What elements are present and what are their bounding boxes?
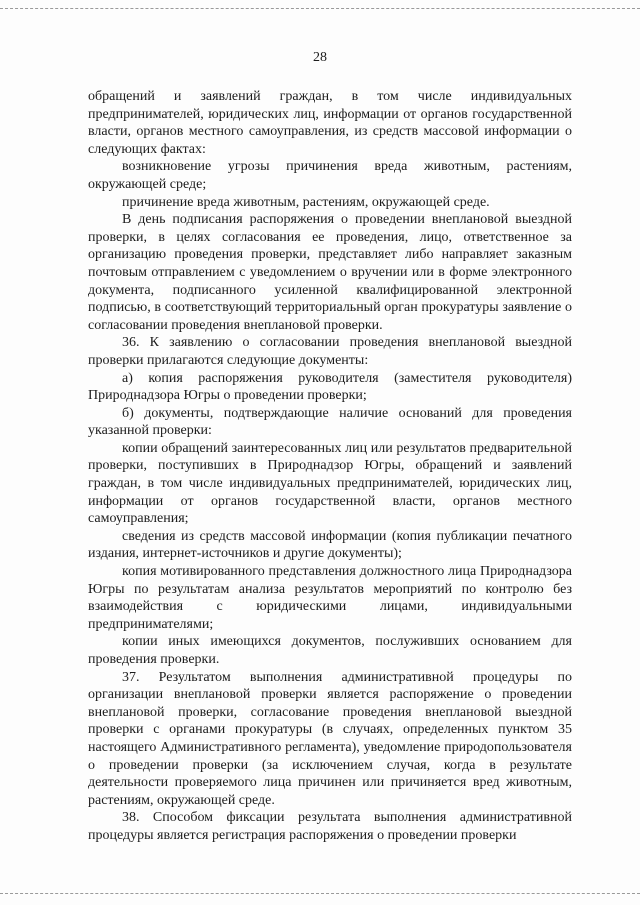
list-item: б) документы, подтверждающие наличие оснований для проведения указанной проверки: (88, 405, 572, 439)
paragraph: В день подписания распоряжения о проведении внеплановой выездной проверки, в целях согласования ее проведения, лицо, ответственное за организацию проведения проверки, представляет либо направляет заказным почтовым отправлением с уведомлением о вручении или в форме электронного документа, подписанного усиленной квалифицированной электронной подписью, в соответствующий территориальный орган прокуратуры заявление о согласовании проведения внеплановой проверки. (88, 212, 572, 333)
scan-bottom-edge (0, 893, 640, 897)
list-item: а) копия распоряжения руководителя (заместителя руководителя) Природнадзора Югры о проведении проверки; (88, 370, 572, 404)
paragraph: причинение вреда животным, растениям, окружающей среде. (122, 194, 490, 210)
paragraph: копии обращений заинтересованных лиц или результатов предварительной проверки, поступивших в Природнадзор Югры, обращений и заявлений граждан, в том числе индивидуальных предпринимателей, юридических лиц, информации от органов государственной власти, органов местного самоуправления; (88, 440, 572, 527)
paragraph: сведения из средств массовой информации (копия публикации печатного издания, интернет-источников и другие документы); (88, 528, 572, 562)
page-number: 28 (313, 50, 327, 65)
paragraph: копии иных имеющихся документов, послуживших основанием для проведения проверки. (88, 634, 572, 667)
paragraph: 37. Результатом выполнения административной процедуры по организации внеплановой проверки является распоряжение о проведении внеплановой проверки, согласование проведения внеплановой выездной проверки с органами прокуратуры (в случаях, определенных пунктом 35 настоящего Административного регламента), уведомление природопользователя о проведении проверки (за исключением случая, когда в результате деятельности проверяемого лица причинен или причиняется вред животным, растениям, окружающей среде. (88, 669, 572, 808)
paragraph: копия мотивированного представления должностного лица Природнадзора Югры по результатам анализа результатов мероприятий по контролю без взаимодействия с юридическими лицами, индивидуальными предпринимателями; (88, 564, 572, 632)
paragraph: 38. Способом фиксации результата выполнения административной процедуры является регистрация распоряжения о проведении проверки (88, 810, 572, 843)
paragraph: возникновение угрозы причинения вреда животным, растениям, окружающей среде; (88, 159, 572, 192)
scan-top-edge (0, 8, 640, 12)
paragraph: 36. К заявлению о согласовании проведения внеплановой выездной проверки прилагаются следующие документы: (88, 335, 572, 368)
paragraph: обращений и заявлений граждан, в том числе индивидуальных предпринимателей, юридических лиц, информации от органов государственной власти, органов местного самоуправления, из средств массовой информации о следующих фактах: (88, 89, 572, 157)
document-body (88, 88, 572, 845)
